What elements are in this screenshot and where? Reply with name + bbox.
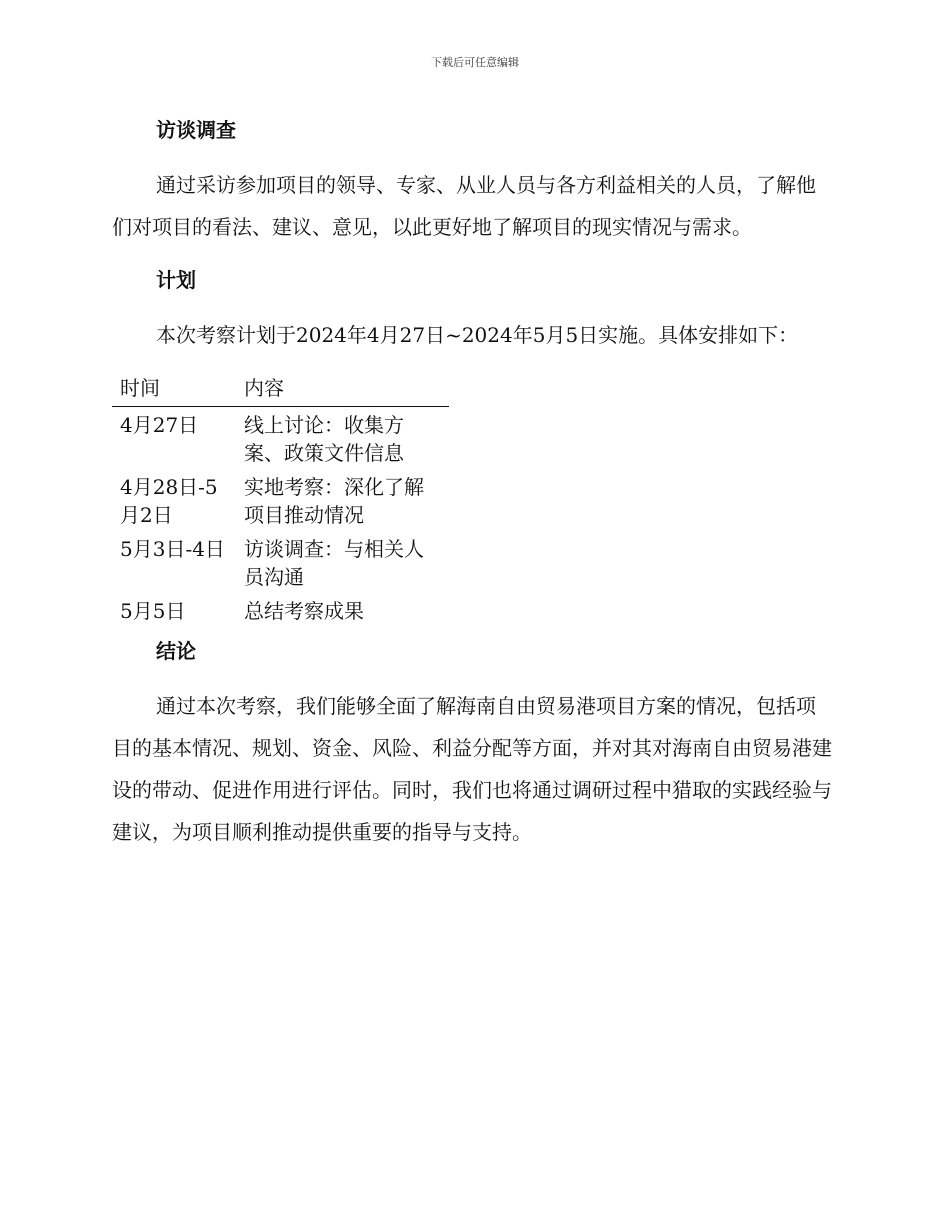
column-header-content: 内容 <box>236 370 449 407</box>
table-cell-time: 5月5日 <box>120 599 186 623</box>
table-row <box>112 531 449 593</box>
page-header-note: 下载后可任意编辑 <box>431 56 519 69</box>
table-cell-content: 实地考察：深化了解项目推动情况 <box>244 475 424 527</box>
table-row <box>112 593 449 627</box>
section-heading-plan: 计划 <box>156 268 196 292</box>
schedule-table <box>112 370 449 627</box>
paragraph-interview: 通过采访参加项目的领导、专家、从业人员与各方利益相关的人员，了解他们对项目的看法、建议、意见，以此更好地了解项目的现实情况与需求。 <box>112 173 816 239</box>
table-cell-time: 5月3日-4日 <box>120 537 225 561</box>
table-cell-content: 总结考察成果 <box>244 599 364 623</box>
column-header-time: 时间 <box>112 370 236 407</box>
section-heading-interview: 访谈调查 <box>156 118 236 142</box>
document-body <box>112 110 832 853</box>
paragraph-plan: 本次考察计划于2024年4月27日~2024年5月5日实施。具体安排如下： <box>156 323 799 347</box>
table-cell-content: 访谈调查：与相关人员沟通 <box>244 537 424 589</box>
paragraph-conclusion: 通过本次考察，我们能够全面了解海南自由贸易港项目方案的情况，包括项目的基本情况、规划、资金、风险、利益分配等方面，并对其对海南自由贸易港建设的带动、促进作用进行评估。同时，我们也将通过调研过程中猎取的实践经验与建议，为项目顺利推动提供重要的指导与支持。 <box>112 694 832 844</box>
table-cell-time: 4月28日-5月2日 <box>120 475 218 527</box>
section-heading-conclusion: 结论 <box>156 639 196 663</box>
table-header-row <box>112 370 449 407</box>
table-cell-time: 4月27日 <box>120 413 199 437</box>
table-row <box>112 469 449 531</box>
table-cell-content: 线上讨论：收集方案、政策文件信息 <box>244 413 404 465</box>
table-row <box>112 407 449 470</box>
